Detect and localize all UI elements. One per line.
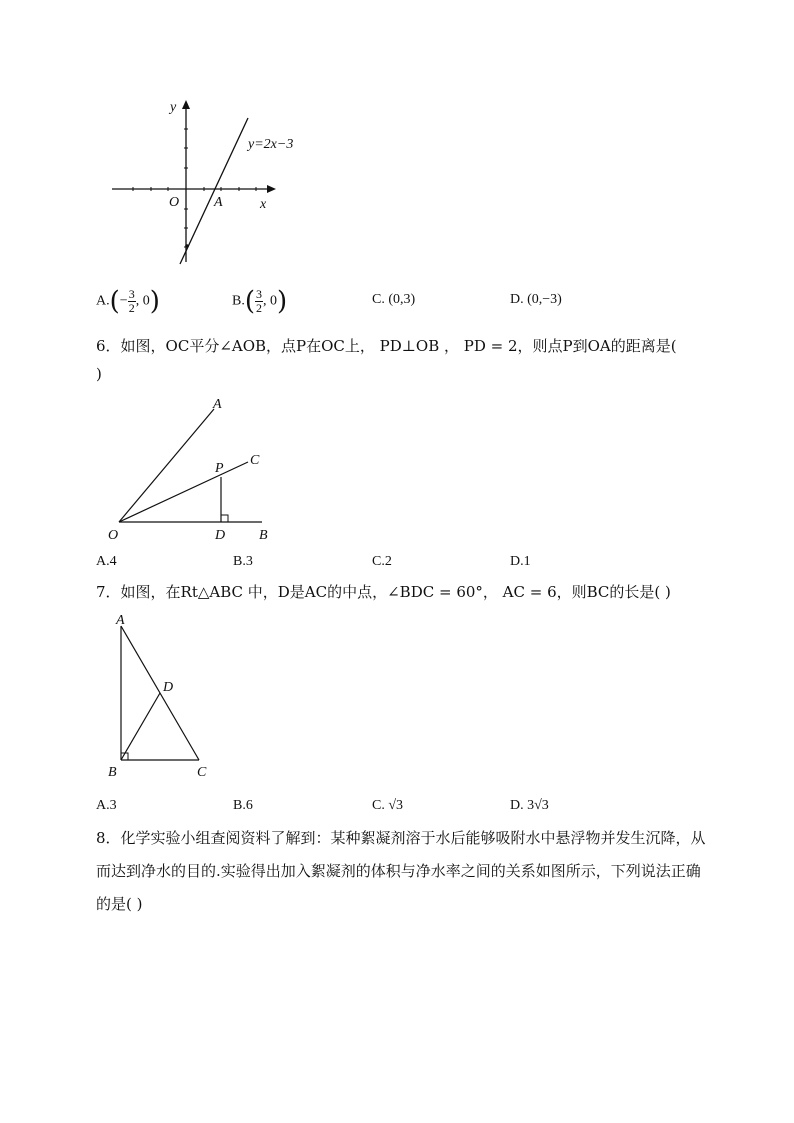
option-b-tail: , 0 [263, 293, 277, 309]
q7-option-a[interactable]: A.3 [96, 798, 117, 813]
figure-right-triangle [100, 608, 230, 780]
label-d: D [215, 528, 226, 543]
label-b: B [108, 765, 117, 780]
right-angle-icon [221, 515, 228, 522]
option-b-numerator: 3 [256, 287, 262, 301]
option-a-fraction [128, 288, 136, 315]
figure-angle-bisector [100, 392, 290, 544]
q6-option-b[interactable]: B.3 [233, 554, 253, 569]
question-7-text: 7．如图，在Rt△ABC 中，D是AC的中点，∠BDC = 60°， AC = 6，则BC的长是( ) [96, 583, 671, 601]
question-8-text: 8．化学实验小组查阅资料了解到：某种絮凝剂溶于水后能够吸附水中悬浮物并发生沉降，从而达到净水的目的.实验得出加入絮凝剂的体积与净水率之间的关系如图所示，下列说法正确的是( ) [96, 829, 706, 913]
question-6-text: 6．如图，OC平分∠AOB，点P在OC上， PD⊥OB ， PD = 2，则点P到OA的距离是( [96, 337, 677, 355]
option-d[interactable]: D. (0,−3) [510, 292, 562, 307]
segment-bd [121, 693, 160, 760]
origin-label: O [169, 195, 180, 210]
label-a: A [116, 613, 125, 628]
y-axis-label: y [170, 100, 177, 115]
q7-option-b[interactable]: B.6 [233, 798, 253, 813]
label-c: C [197, 765, 207, 780]
option-a-tail: , 0 [135, 293, 150, 309]
x-axis-label: x [260, 197, 267, 212]
option-a-numerator: 3 [128, 287, 135, 301]
right-paren-icon: ) [277, 286, 288, 317]
option-b[interactable] [232, 288, 287, 315]
x-axis-arrow-icon [267, 185, 276, 193]
left-paren-icon: ( [109, 286, 120, 317]
q7-option-c[interactable]: C. √3 [372, 798, 404, 813]
label-c: C [250, 453, 260, 468]
label-d: D [163, 680, 174, 695]
q6-option-c[interactable]: C.2 [372, 554, 392, 569]
option-c[interactable]: C. (0,3) [372, 292, 416, 307]
q6-option-a[interactable]: A.4 [96, 554, 117, 569]
line-equation-label: y=2x−3 [248, 137, 294, 152]
option-b-denominator: 2 [256, 301, 262, 315]
option-a-prefix: A. [96, 293, 110, 309]
graph-line [180, 118, 248, 264]
label-b: B [259, 528, 268, 543]
label-p: P [215, 461, 224, 476]
right-paren-icon: ) [149, 286, 160, 317]
q7-option-d[interactable]: D. 3√3 [510, 798, 549, 813]
question-6-close-paren: ) [96, 365, 102, 383]
left-paren-icon: ( [244, 286, 255, 317]
ray-oc [119, 462, 248, 522]
label-o: O [108, 528, 119, 543]
option-b-prefix: B. [232, 293, 245, 309]
label-a: A [213, 397, 222, 412]
figure-linear-graph [100, 92, 320, 272]
option-b-fraction [255, 288, 263, 315]
q6-option-d[interactable]: D.1 [510, 554, 531, 569]
ray-oa [119, 409, 214, 522]
option-a-sign: − [119, 293, 128, 309]
option-a-denominator: 2 [128, 301, 135, 315]
y-intercept-point [185, 244, 189, 248]
option-a[interactable] [96, 288, 160, 315]
point-a-label: A [214, 195, 223, 210]
y-axis-arrow-icon [182, 100, 190, 109]
